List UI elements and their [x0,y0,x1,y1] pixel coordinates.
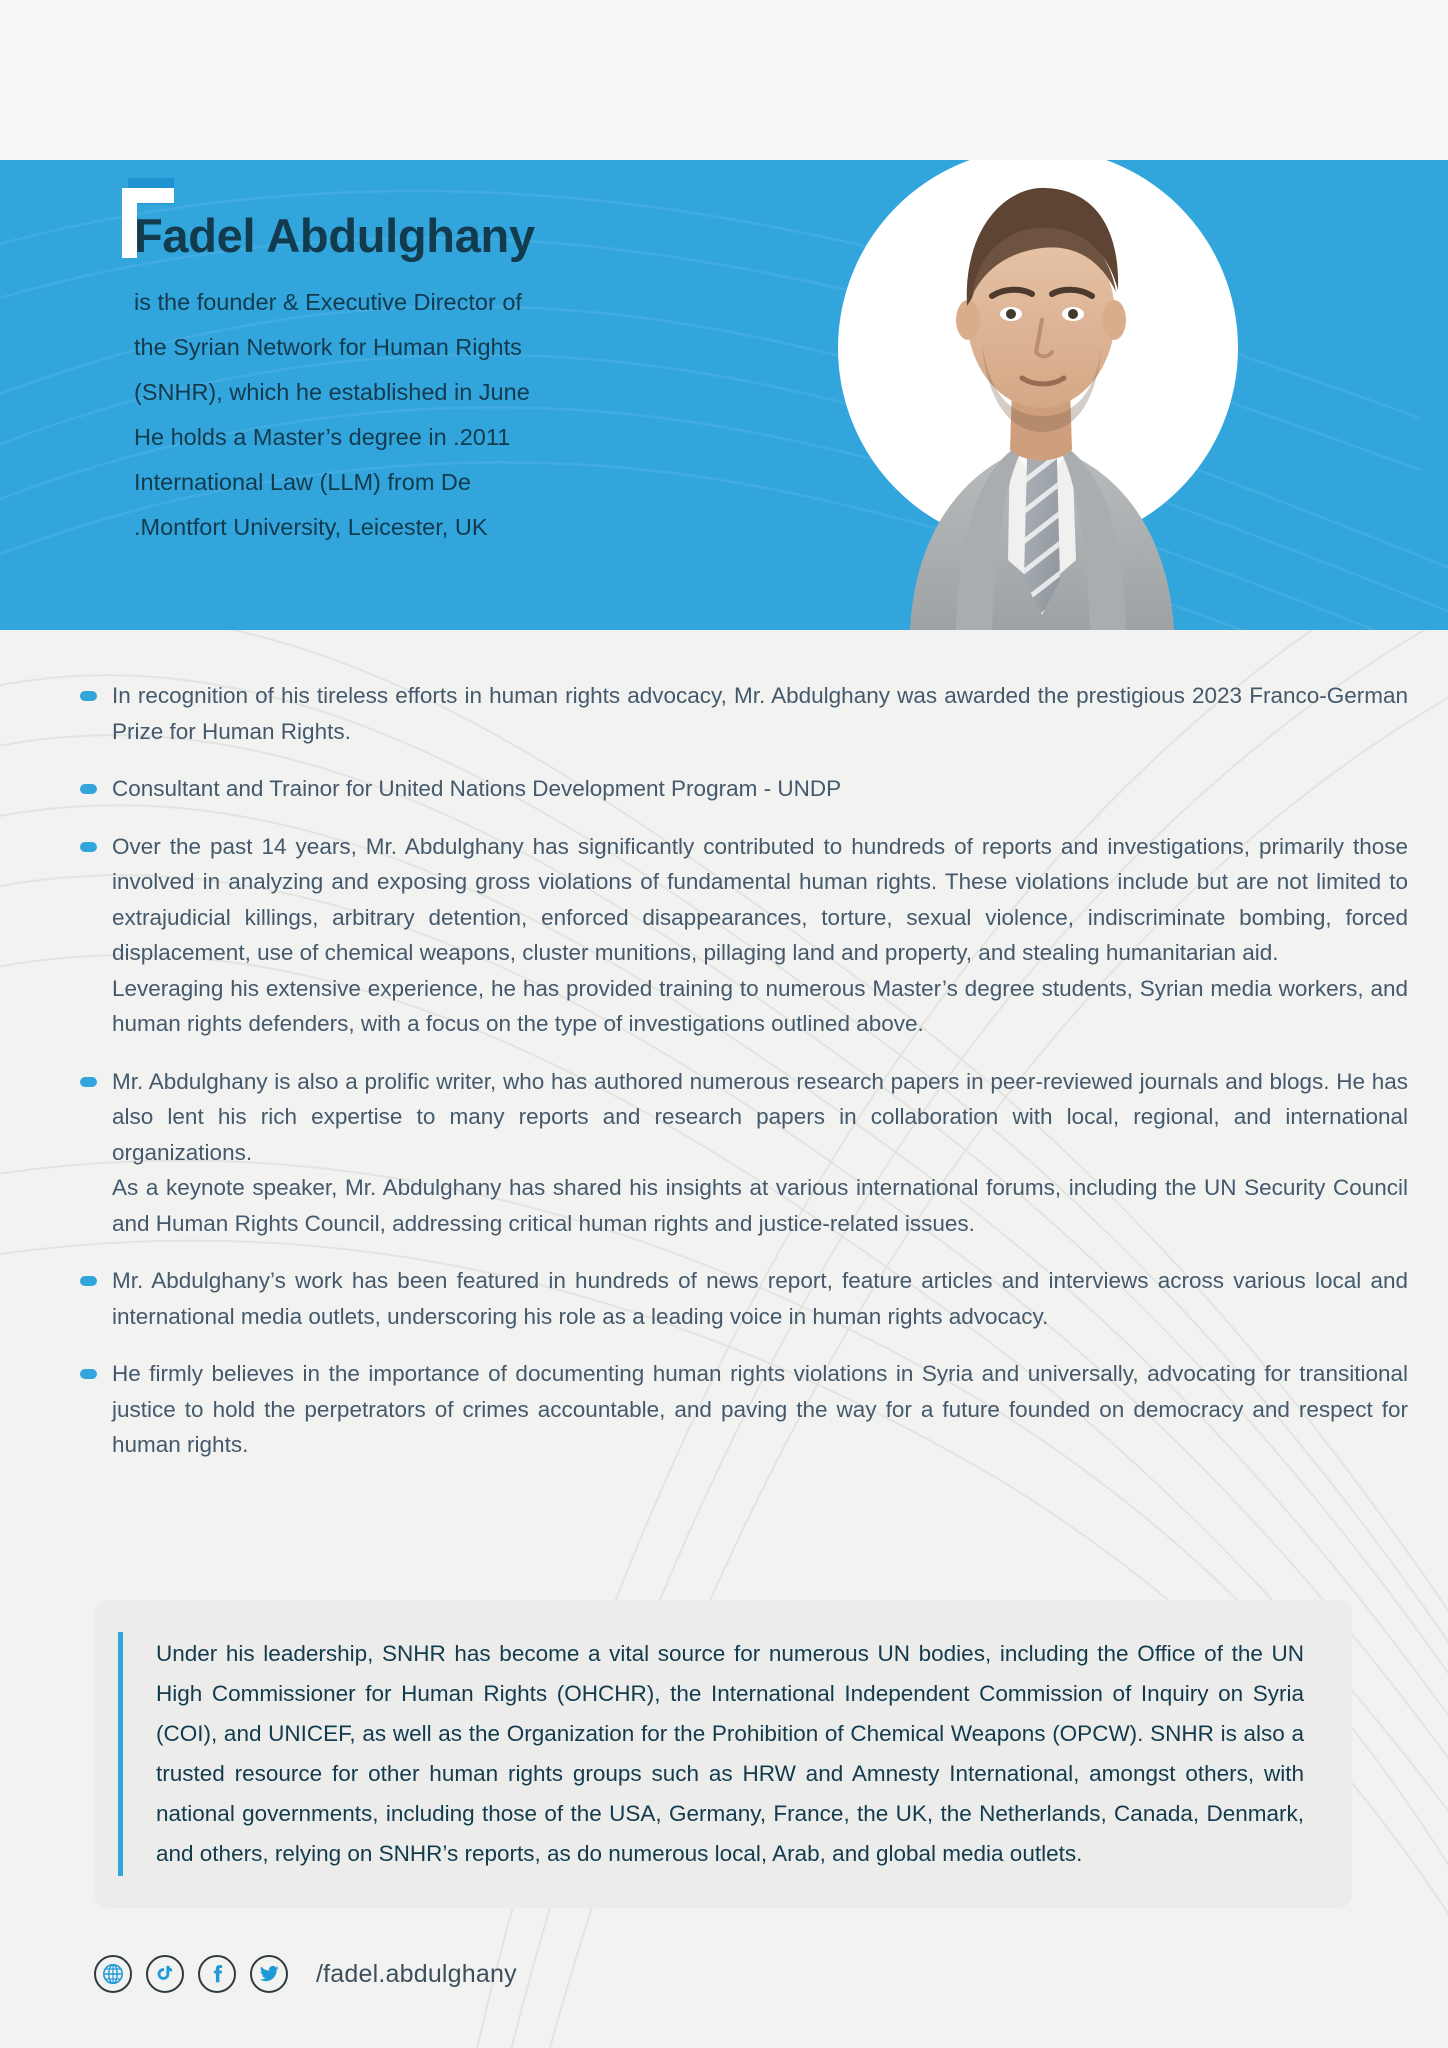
bio-line: (SNHR), which he established in June [134,379,530,405]
bio-line: the Syrian Network for Human Rights [134,334,522,360]
bullet-marker-icon [80,784,97,794]
list-item [76,678,1408,749]
page-top-strip [0,0,1448,160]
portrait-photo [760,160,1320,630]
bio-line: is the founder & Executive Director of [134,289,522,315]
globe-icon[interactable] [94,1955,132,1993]
list-item-text: In recognition of his tireless efforts in human rights advocacy, Mr. Abdulghany was awarded the prestigious 2023 Franco-German Prize for Human Rights. [112,683,1408,744]
list-item [76,1064,1408,1242]
list-item-text: Mr. Abdulghany’s work has been featured in hundreds of news report, feature articles and interviews across various local and international media outlets, underscoring his role as a leading voice in human rights advocacy. [112,1268,1408,1329]
list-item-text-secondary: Leveraging his extensive experience, he has provided training to numerous Master’s degree students, Syrian media workers, and human rights defenders, with a focus on the type of investigations outlined above. [112,975,1408,1036]
twitter-icon[interactable] [250,1955,288,1993]
achievements-list [0,630,1448,1463]
list-item-text-secondary: As a keynote speaker, Mr. Abdulghany has shared his insights at various international forums, including the UN Security Council and Human Rights Council, addressing critical human rights and justice-related issues. [112,1175,1408,1236]
achievements-section [0,630,1448,1463]
list-item [76,771,1408,807]
list-item [76,829,1408,1042]
page-title: Fadel Abdulghany [134,209,535,262]
bullet-marker-icon [80,1369,97,1379]
list-item [76,1263,1408,1334]
quote-accent-bar [118,1632,123,1876]
highlight-quote-box [94,1600,1352,1908]
list-item-text: Mr. Abdulghany is also a prolific writer, who has authored numerous research papers in peer-reviewed journals and blogs. He has also lent his rich expertise to many reports and research papers in collaboration with local, regional, and international organizations. [112,1068,1408,1165]
profile-bio [134,280,664,550]
bio-line: .Montfort University, Leicester, UK [134,514,488,540]
bio-line: International Law (LLM) from De [134,469,471,495]
profile-header-band [0,160,1448,630]
bullet-marker-icon [80,1276,97,1286]
bullet-marker-icon [80,1077,97,1087]
bio-line: He holds a Master’s degree in .2011 [134,424,511,450]
quote-text: Under his leadership, SNHR has become a vital source for numerous UN bodies, including the Office of the UN High Commissioner for Human Rights (OHCHR), the International Independent Commission of Inquiry on Syria (COI), and UNICEF, as well as the Organization for the Prohibition of Chemical Weapons (OPCW). SNHR is also a trusted resource for other human rights groups such as HRW and Amnesty International, amongst others, with national governments, including those of the USA, Germany, France, the UK, the Netherlands, Canada, Denmark, and others, relying on SNHR’s reports, as do numerous local, Arab, and global media outlets. [156,1641,1304,1866]
list-item-text: He firmly believes in the importance of documenting human rights violations in Syria and universally, advocating for transitional justice to hold the perpetrators of crimes accountable, and paving the way for a future founded on democracy and respect for human rights. [112,1361,1408,1457]
bullet-marker-icon [80,691,97,701]
list-item [76,1356,1408,1463]
list-item-text: Over the past 14 years, Mr. Abdulghany has significantly contributed to hundreds of reports and investigations, primarily those involved in analyzing and exposing gross violations of fundamental human rights. These violations include but are not limited to extrajudicial killings, arbitrary detention, enforced disappearances, torture, sexual violence, indiscriminate bombing, forced displacement, use of chemical weapons, cluster munitions, pillaging land and property, and stealing humanitarian aid. [112,833,1408,965]
list-item-text: Consultant and Trainor for United Nations Development Program - UNDP [112,776,842,801]
tiktok-icon[interactable] [146,1955,184,1993]
facebook-icon[interactable] [198,1955,236,1993]
social-footer [94,1955,517,1993]
social-handle: /fadel.abdulghany [316,1959,517,1988]
bullet-marker-icon [80,842,97,852]
